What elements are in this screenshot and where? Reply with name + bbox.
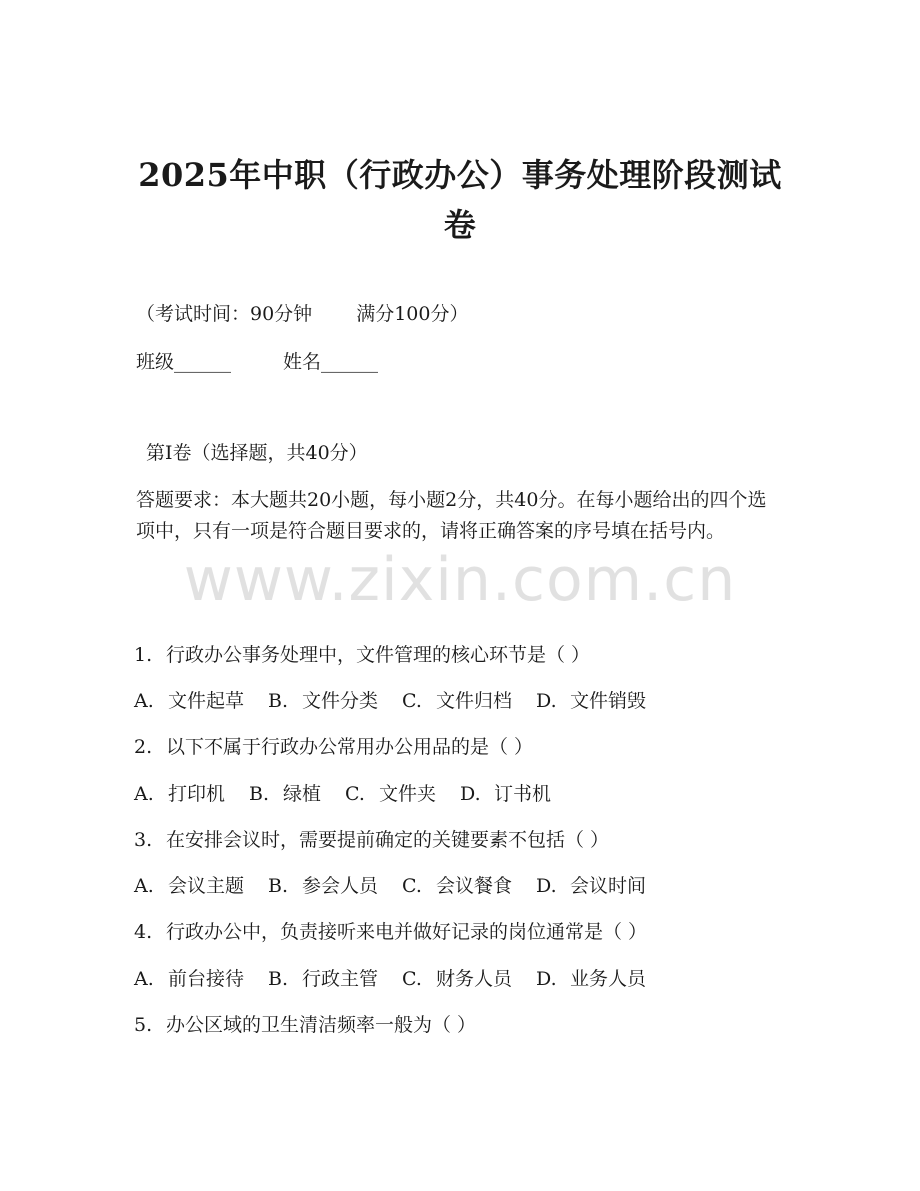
option-b	[268, 967, 378, 991]
question-text: 行政办公中，负责接听来电并做好记录的岗位通常是（ ）	[166, 921, 648, 943]
option-c	[402, 874, 512, 898]
question-text: 以下不属于行政办公常用办公用品的是（ ）	[166, 736, 534, 758]
option-d	[536, 967, 646, 991]
option-letter: C.	[402, 968, 422, 990]
title-line-2: 卷	[443, 206, 477, 244]
name-field: 姓名______	[283, 351, 379, 373]
option-letter: A.	[134, 783, 154, 805]
option-text: 会议餐食	[436, 875, 513, 897]
option-letter: C.	[402, 875, 422, 897]
title-line-1: 2025年中职（行政办公）事务处理阶段测试	[138, 156, 782, 194]
option-d	[536, 689, 646, 713]
question-3-options	[134, 874, 646, 898]
option-letter: C.	[402, 690, 422, 712]
option-a	[134, 967, 244, 991]
question-number: 1.	[134, 644, 153, 666]
option-text: 文件夹	[379, 783, 437, 805]
option-letter: D.	[536, 968, 557, 990]
option-letter: D.	[536, 875, 557, 897]
option-letter: D.	[536, 690, 557, 712]
question-1	[134, 643, 590, 667]
question-2-options	[134, 782, 551, 806]
student-fields	[136, 350, 378, 374]
option-letter: C.	[345, 783, 365, 805]
exam-time: （考试时间：90分钟	[136, 303, 313, 325]
option-a	[134, 874, 244, 898]
question-number: 3.	[134, 829, 153, 851]
option-a	[134, 782, 225, 806]
exam-score: 满分100分）	[356, 303, 469, 325]
option-letter: A.	[134, 875, 154, 897]
exam-info	[136, 302, 468, 326]
question-2	[134, 735, 533, 759]
option-text: 文件归档	[436, 690, 513, 712]
option-c	[402, 689, 512, 713]
option-a	[134, 689, 244, 713]
question-text: 行政办公事务处理中，文件管理的核心环节是（ ）	[166, 644, 591, 666]
option-text: 业务人员	[570, 968, 647, 990]
option-letter: B.	[249, 783, 270, 805]
option-text: 文件分类	[302, 690, 379, 712]
option-text: 前台接待	[168, 968, 245, 990]
option-b	[249, 782, 321, 806]
class-field: 班级______	[136, 351, 232, 373]
question-text: 办公区域的卫生清洁频率一般为（ ）	[166, 1014, 477, 1036]
option-text: 行政主管	[302, 968, 379, 990]
watermark-text: www.zixin.com.cn	[183, 545, 737, 615]
question-4-options	[134, 967, 646, 991]
question-1-options	[134, 689, 646, 713]
option-letter: A.	[134, 968, 154, 990]
option-text: 会议主题	[168, 875, 245, 897]
question-number: 2.	[134, 736, 153, 758]
question-text: 在安排会议时，需要提前确定的关键要素不包括（ ）	[166, 829, 610, 851]
option-d	[536, 874, 646, 898]
option-b	[268, 689, 378, 713]
option-text: 参会人员	[302, 875, 379, 897]
option-letter: B.	[268, 690, 289, 712]
option-text: 财务人员	[436, 968, 513, 990]
question-4	[134, 920, 647, 944]
option-c	[402, 967, 512, 991]
section-heading: 第Ⅰ卷（选择题，共40分）	[146, 442, 368, 464]
option-text: 会议时间	[570, 875, 647, 897]
question-number: 4.	[134, 921, 153, 943]
option-text: 绿植	[283, 783, 322, 805]
option-text: 文件销毁	[570, 690, 647, 712]
option-c	[345, 782, 436, 806]
question-3	[134, 828, 609, 852]
option-letter: D.	[460, 783, 481, 805]
option-b	[268, 874, 378, 898]
option-text: 订书机	[494, 783, 552, 805]
section-instructions: 答题要求：本大题共20小题，每小题2分，共40分。在每小题给出的四个选项中，只有一项是符合题目要求的，请将正确答案的序号填在括号内。	[136, 489, 767, 542]
option-text: 打印机	[168, 783, 226, 805]
question-5	[134, 1013, 476, 1037]
document-title	[120, 150, 800, 250]
option-d	[460, 782, 551, 806]
option-letter: B.	[268, 968, 289, 990]
option-letter: A.	[134, 690, 154, 712]
question-number: 5.	[134, 1014, 153, 1036]
option-letter: B.	[268, 875, 289, 897]
option-text: 文件起草	[168, 690, 245, 712]
